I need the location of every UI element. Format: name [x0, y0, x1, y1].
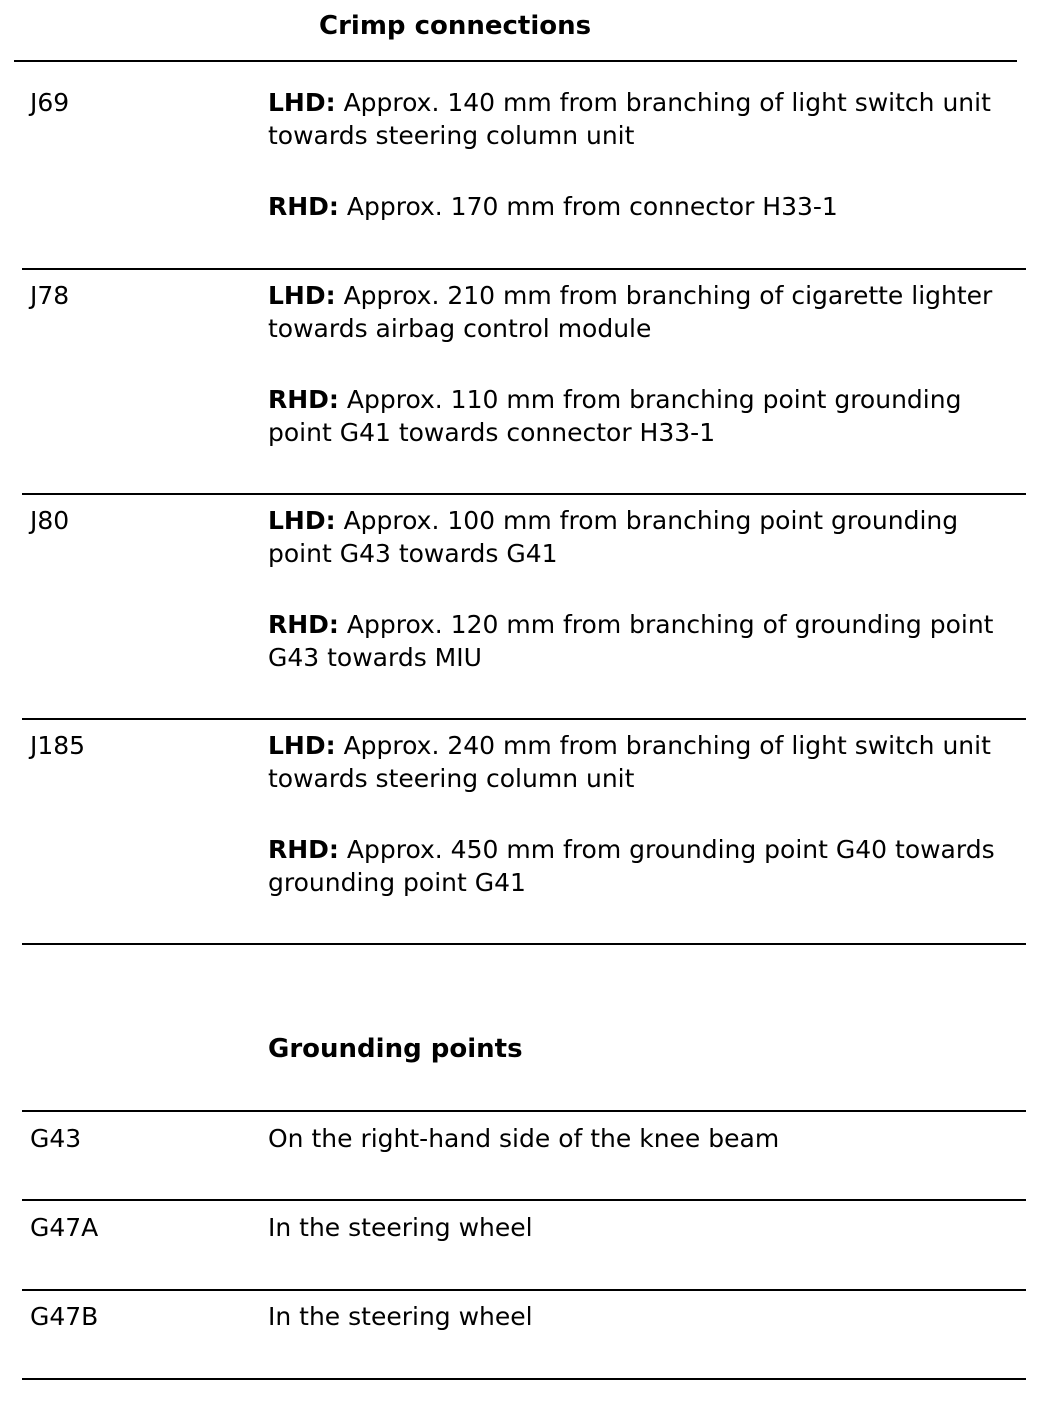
rhd-description [268, 384, 1028, 449]
grounding-location: On the right-hand side of the knee beam [268, 1124, 780, 1153]
lhd-text: Approx. 100 mm from branching point grounding point G43 towards G41 [268, 506, 959, 568]
rhd-label: RHD: [268, 192, 339, 221]
grounding-id: G47A [30, 1213, 99, 1242]
section-divider [22, 1110, 1026, 1112]
lhd-text: Approx. 140 mm from branching of light switch unit towards steering column unit [268, 88, 991, 150]
grounding-location: In the steering wheel [268, 1302, 533, 1331]
lhd-label: LHD: [268, 506, 336, 535]
connection-id: J78 [30, 281, 70, 310]
rhd-description [268, 834, 1028, 899]
lhd-label: LHD: [268, 731, 336, 760]
row-divider [22, 493, 1026, 495]
row-divider [22, 718, 1026, 720]
row-divider [22, 943, 1026, 945]
connection-id: J80 [30, 506, 70, 535]
rhd-label: RHD: [268, 385, 339, 414]
lhd-text: Approx. 240 mm from branching of light switch unit towards steering column unit [268, 731, 991, 793]
rhd-description [268, 191, 1028, 224]
row-divider [22, 1289, 1026, 1291]
row-divider [22, 1199, 1026, 1201]
grounding-points-heading: Grounding points [268, 1034, 523, 1064]
lhd-description [268, 730, 1028, 795]
crimp-connections-heading: Crimp connections [319, 11, 592, 41]
grounding-location: In the steering wheel [268, 1213, 533, 1242]
connection-id: J185 [30, 731, 86, 760]
rhd-description [268, 609, 1028, 674]
lhd-label: LHD: [268, 281, 336, 310]
lhd-label: LHD: [268, 88, 336, 117]
rhd-text: Approx. 120 mm from branching of grounding point G43 towards MIU [268, 610, 994, 672]
lhd-description [268, 87, 1028, 152]
row-divider [22, 268, 1026, 270]
rhd-label: RHD: [268, 610, 339, 639]
rhd-label: RHD: [268, 835, 339, 864]
grounding-id: G43 [30, 1124, 82, 1153]
rhd-text: Approx. 170 mm from connector H33-1 [346, 192, 838, 221]
row-divider [22, 1378, 1026, 1380]
rhd-text: Approx. 450 mm from grounding point G40 towards grounding point G41 [268, 835, 995, 897]
lhd-description [268, 280, 1028, 345]
lhd-description [268, 505, 1028, 570]
grounding-id: G47B [30, 1302, 99, 1331]
section-divider [14, 60, 1017, 62]
rhd-text: Approx. 110 mm from branching point grounding point G41 towards connector H33-1 [268, 385, 962, 447]
connection-id: J69 [30, 88, 70, 117]
lhd-text: Approx. 210 mm from branching of cigarette lighter towards airbag control module [268, 281, 993, 343]
